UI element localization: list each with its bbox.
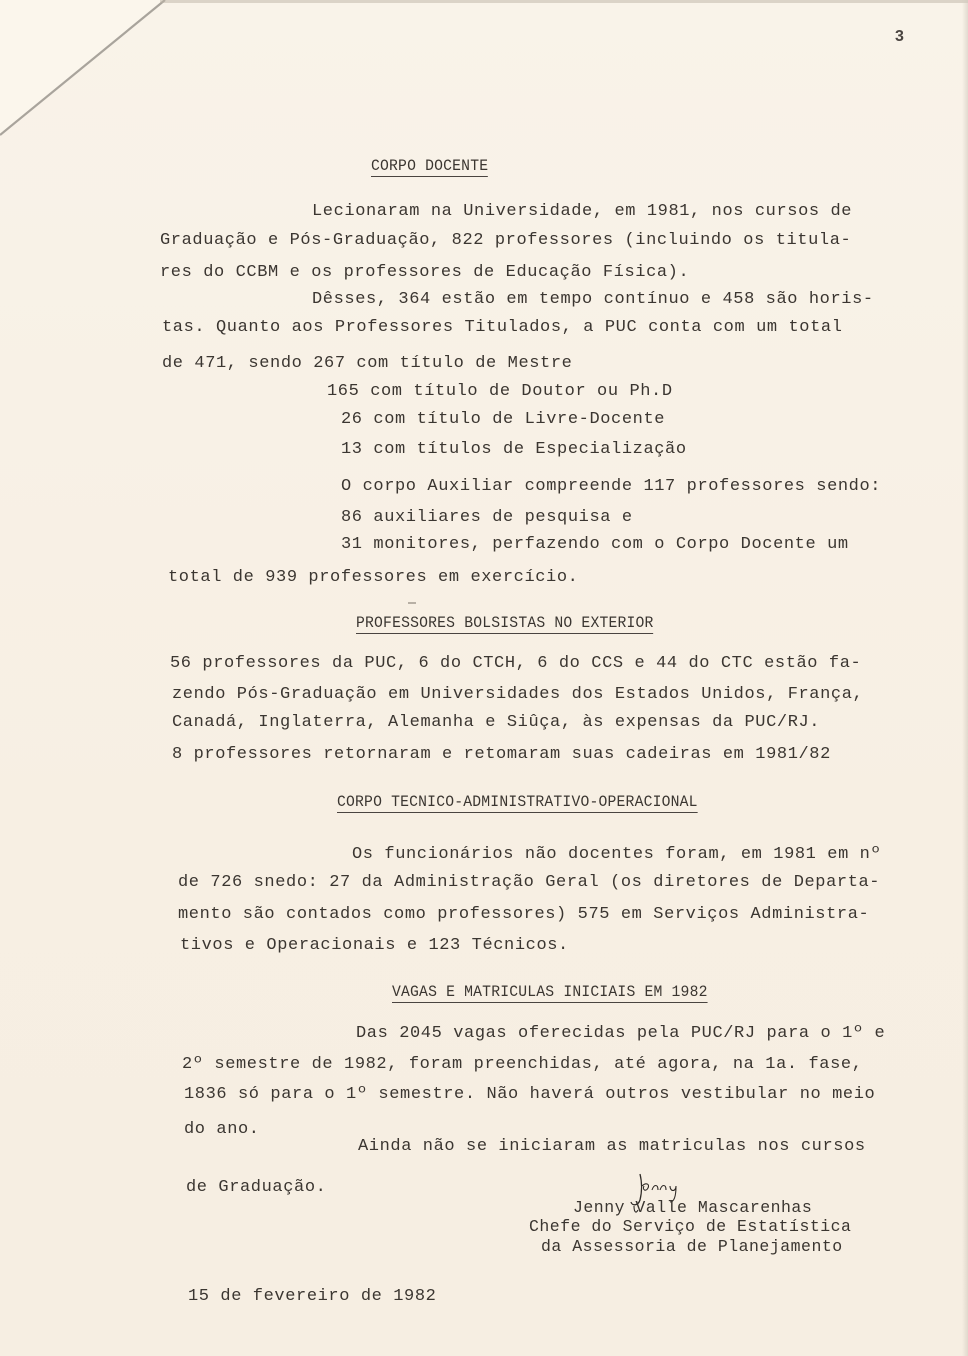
text-line: Ainda não se iniciaram as matriculas nos cursos bbox=[358, 1137, 866, 1156]
folded-corner bbox=[0, 0, 200, 150]
text-line: 165 com título de Doutor ou Ph.D bbox=[327, 382, 673, 401]
signatory-title: Chefe do Serviço de Estatística bbox=[529, 1217, 852, 1236]
text-line: tivos e Operacionais e 123 Técnicos. bbox=[180, 936, 569, 955]
text-line: tas. Quanto aos Professores Titulados, a PUC conta com um total bbox=[162, 318, 843, 337]
ink-mark bbox=[408, 602, 416, 604]
document-date: 15 de fevereiro de 1982 bbox=[188, 1287, 437, 1306]
text-line: res do CCBM e os professores de Educação Física). bbox=[160, 263, 690, 282]
page-top-edge bbox=[160, 0, 968, 3]
text-line: do ano. bbox=[184, 1120, 260, 1139]
text-line: O corpo Auxiliar compreende 117 professores sendo: bbox=[341, 477, 882, 496]
text-line: zendo Pós-Graduação em Universidades dos Estados Unidos, França, bbox=[172, 685, 864, 704]
text-line: Dêsses, 364 estão em tempo contínuo e 458 são horis- bbox=[312, 290, 874, 309]
heading-vagas: VAGAS E MATRICULAS INICIAIS EM 1982 bbox=[392, 983, 708, 1001]
text-line: 86 auxiliares de pesquisa e bbox=[341, 508, 633, 527]
text-line: 26 com título de Livre-Docente bbox=[341, 410, 666, 429]
text-line: Canadá, Inglaterra, Alemanha e Siûça, às expensas da PUC/RJ. bbox=[172, 713, 821, 732]
text-line: 2º semestre de 1982, foram preenchidas, até agora, na 1a. fase, bbox=[182, 1055, 863, 1074]
heading-corpo-docente: CORPO DOCENTE bbox=[371, 157, 489, 175]
text-line: Graduação e Pós-Graduação, 822 professores (incluindo os titula- bbox=[160, 231, 852, 250]
text-line: 13 com títulos de Especialização bbox=[341, 440, 687, 459]
text-line: Os funcionários não docentes foram, em 1981 em nº bbox=[352, 845, 882, 864]
text-line: 8 professores retornaram e retomaram suas cadeiras em 1981/82 bbox=[172, 745, 831, 764]
signatory-department: da Assessoria de Planejamento bbox=[541, 1237, 843, 1256]
text-line: Lecionaram na Universidade, em 1981, nos cursos de bbox=[312, 202, 853, 221]
text-line: 31 monitores, perfazendo com o Corpo Docente um bbox=[341, 535, 849, 554]
text-line: de Graduação. bbox=[186, 1178, 327, 1197]
text-line: total de 939 professores em exercício. bbox=[168, 568, 579, 587]
heading-bolsistas: PROFESSORES BOLSISTAS NO EXTERIOR bbox=[356, 614, 654, 632]
signatory-name: Jenny Valle Mascarenhas bbox=[573, 1198, 813, 1217]
text-line: de 471, sendo 267 com título de Mestre bbox=[162, 354, 573, 373]
text-line: 1836 só para o 1º semestre. Não haverá outros vestibular no meio bbox=[184, 1085, 876, 1104]
page-right-edge bbox=[962, 0, 968, 1356]
text-line: mento são contados como professores) 575 em Serviços Administra- bbox=[178, 905, 870, 924]
text-line: Das 2045 vagas oferecidas pela PUC/RJ para o 1º e bbox=[356, 1024, 886, 1043]
text-line: 56 professores da PUC, 6 do CTCH, 6 do CCS e 44 do CTC estão fa- bbox=[170, 654, 862, 673]
text-line: de 726 snedo: 27 da Administração Geral (os diretores de Departa- bbox=[178, 873, 881, 892]
heading-corpo-tecnico: CORPO TECNICO-ADMINISTRATIVO-OPERACIONAL bbox=[337, 793, 698, 811]
page-number: 3 bbox=[895, 28, 904, 45]
